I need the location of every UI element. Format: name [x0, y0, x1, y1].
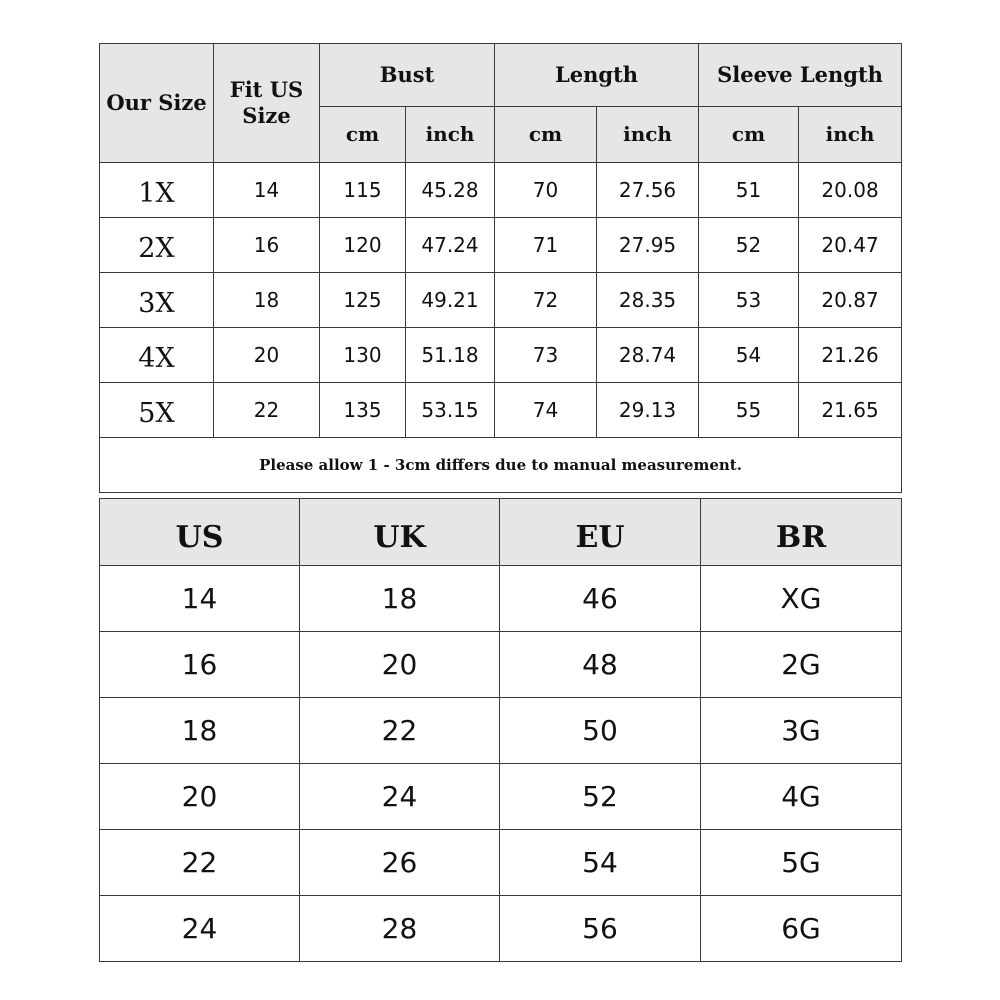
- size-chart-header-row: [100, 44, 902, 107]
- size-row: [100, 163, 902, 218]
- us-cell: 20: [100, 764, 300, 830]
- size-row: [100, 218, 902, 273]
- eu-cell: 56: [500, 896, 701, 962]
- br-cell: XG: [701, 566, 902, 632]
- measurement-note: Please allow 1 - 3cm differs due to manual measurement.: [100, 438, 902, 493]
- sleeve-inch-cell: 20.47: [799, 218, 902, 273]
- fit-us-cell: 16: [214, 218, 320, 273]
- br-header: BR: [701, 499, 902, 566]
- uk-cell: 24: [300, 764, 500, 830]
- uk-cell: 28: [300, 896, 500, 962]
- eu-cell: 48: [500, 632, 701, 698]
- sleeve-length-header: Sleeve Length: [699, 44, 902, 107]
- size-label: Size: [242, 103, 291, 128]
- br-cell: 5G: [701, 830, 902, 896]
- conversion-row: [100, 698, 902, 764]
- our-size-cell: 2X: [100, 218, 214, 273]
- sleeve-cm-header: cm: [699, 107, 799, 163]
- br-cell: 4G: [701, 764, 902, 830]
- eu-cell: 54: [500, 830, 701, 896]
- us-header: US: [100, 499, 300, 566]
- bust-inch-cell: 49.21: [406, 273, 495, 328]
- size-row: [100, 273, 902, 328]
- sleeve-inch-cell: 20.08: [799, 163, 902, 218]
- eu-cell: 50: [500, 698, 701, 764]
- bust-header: Bust: [320, 44, 495, 107]
- sleeve-inch-header: inch: [799, 107, 902, 163]
- bust-inch-cell: 53.15: [406, 383, 495, 438]
- our-size-cell: 4X: [100, 328, 214, 383]
- us-cell: 16: [100, 632, 300, 698]
- length-inch-cell: 28.35: [597, 273, 699, 328]
- sleeve-inch-cell: 20.87: [799, 273, 902, 328]
- eu-header: EU: [500, 499, 701, 566]
- uk-cell: 26: [300, 830, 500, 896]
- fit-us-cell: 18: [214, 273, 320, 328]
- fit-us-cell: 20: [214, 328, 320, 383]
- length-cm-header: cm: [495, 107, 597, 163]
- bust-cm-cell: 120: [320, 218, 406, 273]
- sleeve-cm-cell: 51: [699, 163, 799, 218]
- length-inch-cell: 29.13: [597, 383, 699, 438]
- us-cell: 18: [100, 698, 300, 764]
- sleeve-cm-cell: 55: [699, 383, 799, 438]
- size-row: [100, 383, 902, 438]
- conversion-header-row: [100, 499, 902, 566]
- us-cell: 22: [100, 830, 300, 896]
- eu-cell: 52: [500, 764, 701, 830]
- fit-us-cell: 22: [214, 383, 320, 438]
- length-inch-cell: 27.56: [597, 163, 699, 218]
- conversion-row: [100, 896, 902, 962]
- sleeve-cm-cell: 53: [699, 273, 799, 328]
- bust-cm-header: cm: [320, 107, 406, 163]
- bust-inch-header: inch: [406, 107, 495, 163]
- br-cell: 6G: [701, 896, 902, 962]
- conversion-row: [100, 830, 902, 896]
- bust-inch-cell: 45.28: [406, 163, 495, 218]
- length-inch-header: inch: [597, 107, 699, 163]
- eu-cell: 46: [500, 566, 701, 632]
- uk-header: UK: [300, 499, 500, 566]
- bust-cm-cell: 115: [320, 163, 406, 218]
- us-cell: 24: [100, 896, 300, 962]
- sleeve-cm-cell: 54: [699, 328, 799, 383]
- length-cm-cell: 71: [495, 218, 597, 273]
- length-inch-cell: 27.95: [597, 218, 699, 273]
- length-inch-cell: 28.74: [597, 328, 699, 383]
- fit-us-label: Fit US: [229, 76, 304, 102]
- fit-us-size-header: [214, 44, 320, 163]
- us-cell: 14: [100, 566, 300, 632]
- bust-cm-cell: 125: [320, 273, 406, 328]
- conversion-chart-table: [99, 498, 902, 962]
- our-size-cell: 3X: [100, 273, 214, 328]
- size-row: [100, 328, 902, 383]
- note-row: [100, 438, 902, 493]
- size-chart-table: [99, 43, 902, 493]
- our-size-header: Our Size: [100, 44, 214, 163]
- br-cell: 3G: [701, 698, 902, 764]
- length-cm-cell: 74: [495, 383, 597, 438]
- length-cm-cell: 72: [495, 273, 597, 328]
- uk-cell: 22: [300, 698, 500, 764]
- fit-us-cell: 14: [214, 163, 320, 218]
- bust-cm-cell: 130: [320, 328, 406, 383]
- our-size-cell: 1X: [100, 163, 214, 218]
- bust-inch-cell: 51.18: [406, 328, 495, 383]
- conversion-row: [100, 764, 902, 830]
- length-cm-cell: 70: [495, 163, 597, 218]
- length-header: Length: [495, 44, 699, 107]
- sleeve-inch-cell: 21.26: [799, 328, 902, 383]
- uk-cell: 20: [300, 632, 500, 698]
- conversion-row: [100, 632, 902, 698]
- length-cm-cell: 73: [495, 328, 597, 383]
- sleeve-cm-cell: 52: [699, 218, 799, 273]
- br-cell: 2G: [701, 632, 902, 698]
- our-size-cell: 5X: [100, 383, 214, 438]
- bust-inch-cell: 47.24: [406, 218, 495, 273]
- uk-cell: 18: [300, 566, 500, 632]
- sleeve-inch-cell: 21.65: [799, 383, 902, 438]
- conversion-row: [100, 566, 902, 632]
- bust-cm-cell: 135: [320, 383, 406, 438]
